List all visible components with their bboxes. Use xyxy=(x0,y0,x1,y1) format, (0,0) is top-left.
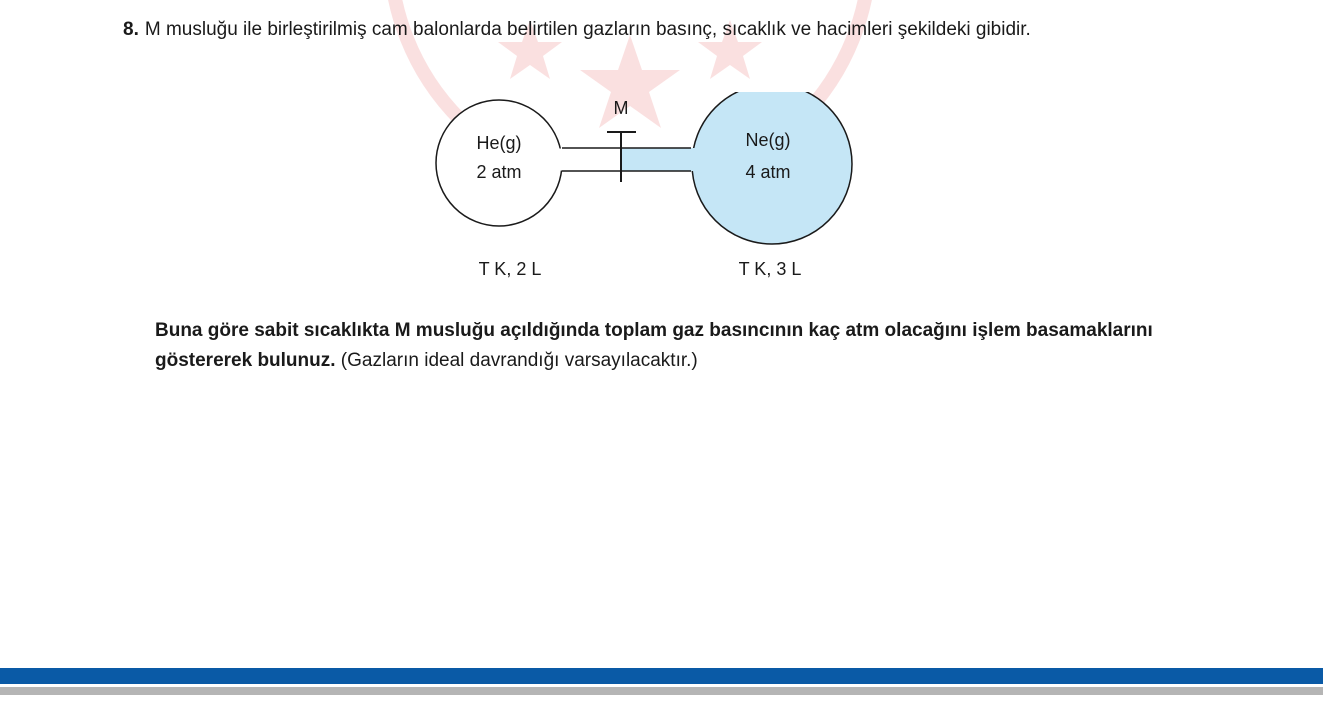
footer-gray-bar xyxy=(0,687,1323,695)
he-gas-label: He(g) xyxy=(476,133,522,153)
task-note: (Gazların ideal davrandığı varsayılacaktır.) xyxy=(335,350,698,371)
question-text xyxy=(123,17,1031,43)
question-body: M musluğu ile birleştirilmiş cam balonlarda belirtilen gazların basınç, sıcaklık ve hacimleri şekildeki gibidir. xyxy=(144,19,1031,40)
question-number: 8. xyxy=(123,19,139,40)
ne-conditions-label: T K, 3 L xyxy=(738,259,802,279)
he-pressure-label: 2 atm xyxy=(476,162,522,182)
ne-gas-label: Ne(g) xyxy=(745,130,791,150)
gas-flask-diagram xyxy=(420,92,880,292)
task-bold-text: Buna göre sabit sıcaklıkta M musluğu açıldığında toplam gaz basıncının kaç atm olacağını işlem basamaklarını göstererek bulunuz. xyxy=(155,320,1153,371)
he-conditions-label: T K, 2 L xyxy=(478,259,542,279)
valve-label: M xyxy=(613,98,629,118)
ne-pressure-label: 4 atm xyxy=(745,162,791,182)
footer-blue-bar xyxy=(0,668,1323,684)
task-instruction xyxy=(155,316,1225,376)
